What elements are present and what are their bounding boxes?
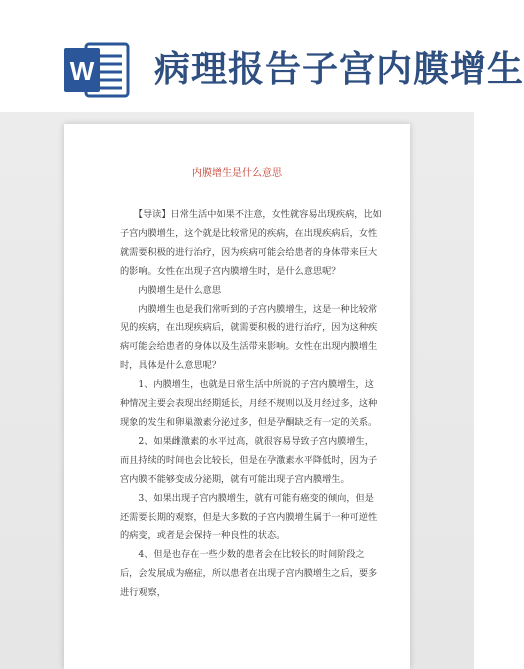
paragraph: 内膜增生是什么意思 xyxy=(120,284,222,296)
paragraph: 【导读】日常生活中如果不注意，女性就容易出现疾病，比如子宫内膜增生，这个就是比较常见的疾病，在出现疾病后，女性就需要积极的进行治疗，因为疾病可能会给患者的身体带来巨大的影响。女性在出现子宫内膜增生时，是什么意思呢？ xyxy=(120,209,382,277)
paragraph: 1、内膜增生，也就是日常生活中所说的子宫内膜增生，这种情况主要会表现出经期延长，月经不规则以及月经过多，这种现象的发生和卵巢激素分泌过多，但是孕酮缺乏有一定的关系。 xyxy=(120,379,378,428)
page-title: 病理报告子宫内膜增生 xyxy=(154,49,524,90)
document-page xyxy=(64,124,410,669)
paragraph: 4、但是也存在一些少数的患者会在比较长的时间阶段之后，会发展成为癌症，所以患者在出现子宫内膜增生之后，要多进行观察， xyxy=(120,549,378,599)
document-heading: 内膜增生是什么意思 xyxy=(192,168,282,179)
paragraph: 3、如果出现子宫内膜增生，就有可能有癌变的倾向，但是还需要长期的观察，但是大多数的子宫内膜增生属于一种可逆性的病变，或者是会保持一种良性的状态。 xyxy=(120,492,378,542)
paragraph: 内膜增生也是我们常听到的子宫内膜增生，这是一种比较常见的疾病，在出现疾病后，就需要积极的进行治疗，因为这种疾病可能会给患者的身体以及生活带来影响。女性在出现内膜增生时，具体是什么意思呢？ xyxy=(120,303,378,372)
paragraph: 2、如果雌激素的水平过高，就很容易导致子宫内膜增生，而且持续的时间也会比较长，但是在孕激素水平降低时，因为子宫内膜不能够变成分泌期，就有可能出现子宫内膜增生。 xyxy=(120,435,378,485)
banner xyxy=(0,0,524,128)
word-doc-icon xyxy=(64,42,130,98)
svg-text:W: W xyxy=(69,56,95,86)
document-body xyxy=(120,206,382,603)
